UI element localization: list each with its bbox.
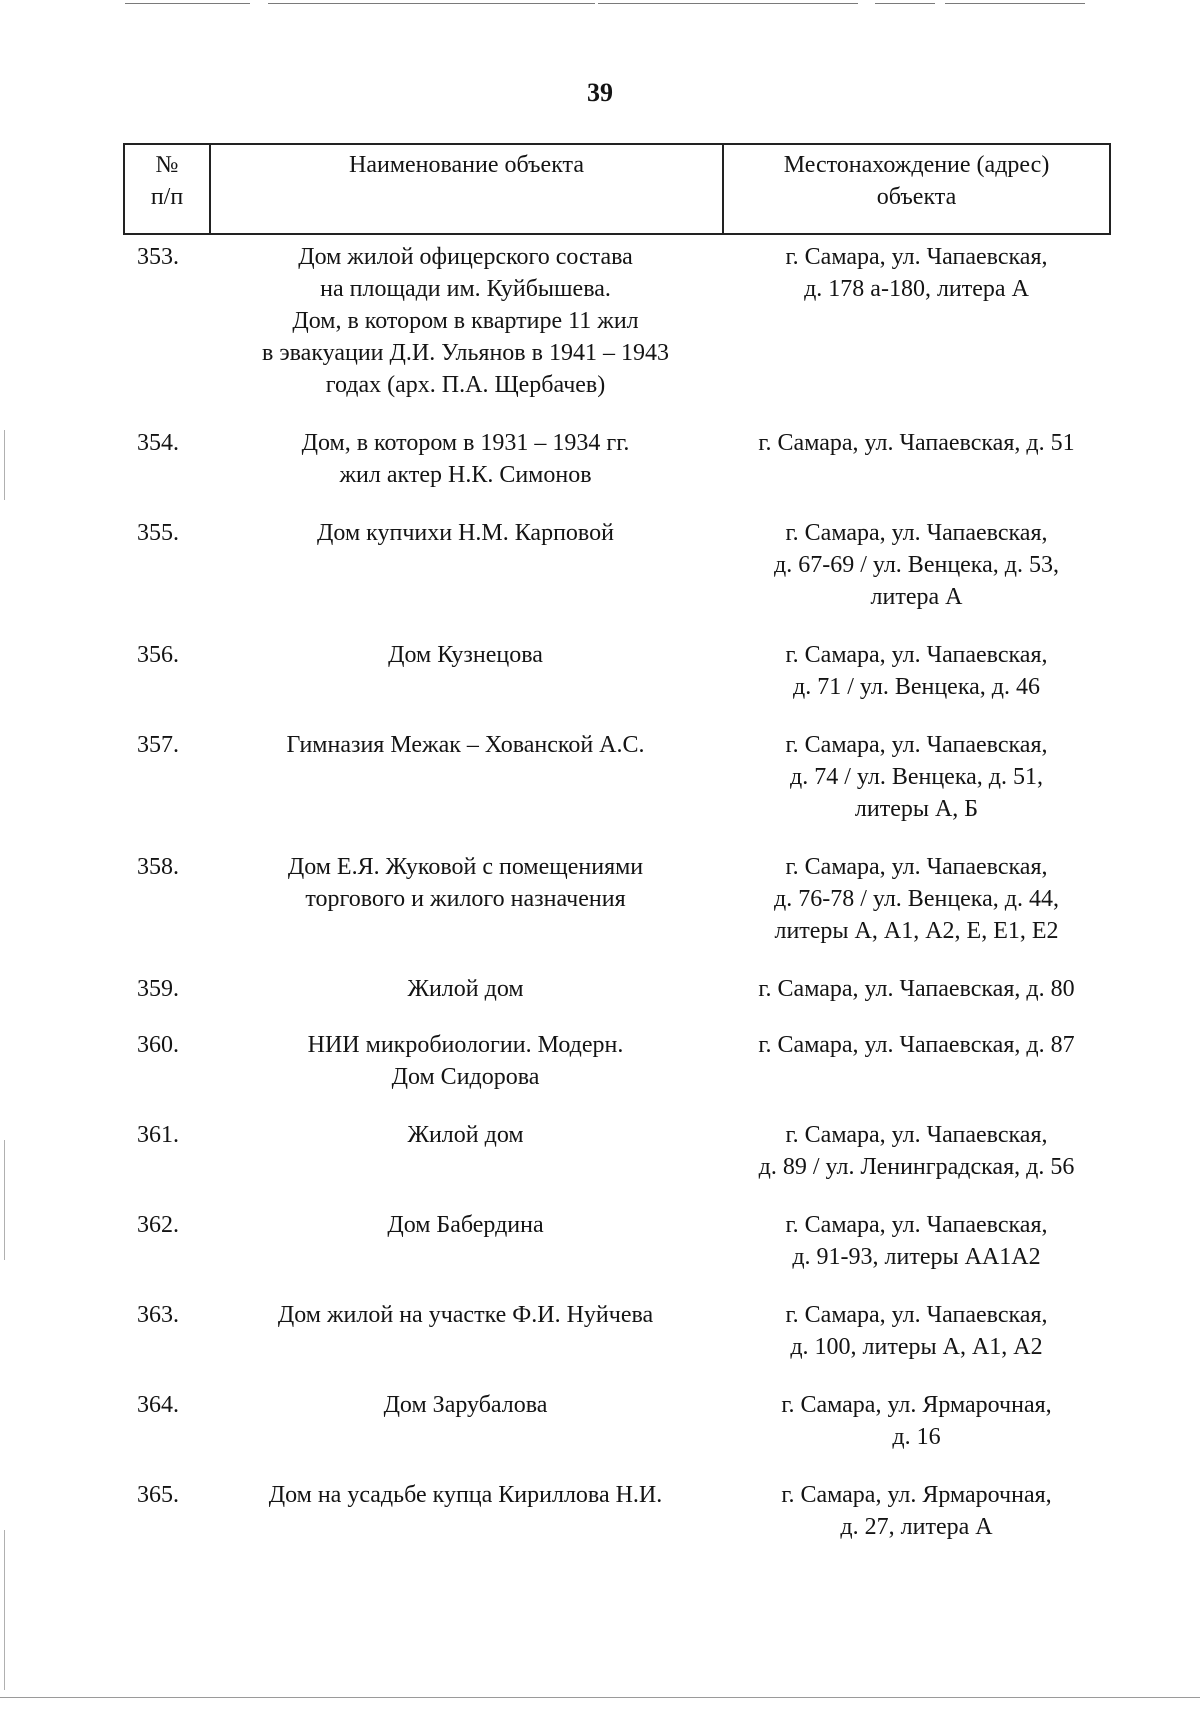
table-row (123, 517, 1111, 633)
object-name: Дом Кузнецова (388, 642, 543, 668)
row-number: 359. (137, 976, 179, 1002)
table-row (123, 1119, 1111, 1203)
object-address: г. Самара, ул. Ярмарочная, д. 16 (781, 1392, 1052, 1450)
object-name: Дом жилой на участке Ф.И. Нуйчева (277, 1302, 654, 1328)
table-body (123, 235, 1111, 1563)
row-number: 362. (137, 1212, 179, 1238)
object-name: Дом жилой офицерского состава на площади им. Куйбышева. Дом, в котором в квартире 11 жил в эвакуации Д.И. Ульянов в 1941 – 1943 годах (арх. П.А. Щербачев) (262, 244, 669, 398)
table-row (123, 639, 1111, 723)
row-number: 358. (137, 854, 179, 880)
scan-artifact-line (875, 3, 935, 4)
table-row (123, 241, 1111, 421)
row-number: 355. (137, 520, 179, 546)
object-address: г. Самара, ул. Чапаевская, д. 51 (758, 430, 1075, 456)
object-name: Дом Зарубалова (383, 1392, 548, 1418)
header-number: № п/п (125, 145, 211, 233)
scan-artifact-edge (4, 430, 5, 500)
scan-artifact-line (945, 3, 1085, 4)
table-row (123, 1299, 1111, 1383)
object-name: Дом Е.Я. Жуковой с помещениями торгового и жилого назначения (287, 854, 644, 912)
row-number: 364. (137, 1392, 179, 1418)
object-address: г. Самара, ул. Чапаевская, д. 178 а-180, литера А (785, 244, 1048, 302)
object-name: Дом на усадьбе купца Кириллова Н.И. (268, 1482, 663, 1508)
scan-artifact-line (598, 3, 858, 4)
row-number: 354. (137, 430, 179, 456)
table-row (123, 1479, 1111, 1563)
table-row (123, 1389, 1111, 1473)
table-row (123, 427, 1111, 511)
scan-artifact-line (268, 3, 595, 4)
page-number: 39 (587, 78, 613, 107)
object-name: Жилой дом (407, 976, 524, 1002)
object-address: г. Самара, ул. Чапаевская, д. 89 / ул. Ленинградская, д. 56 (758, 1122, 1075, 1180)
header-address: Местонахождение (адрес) объекта (783, 152, 1050, 210)
row-number: 363. (137, 1302, 179, 1328)
object-name: Дом, в котором в 1931 – 1934 гг. жил актер Н.К. Симонов (301, 430, 630, 488)
object-name: НИИ микробиологии. Модерн. Дом Сидорова (307, 1032, 624, 1090)
object-address: г. Самара, ул. Чапаевская, д. 91-93, литеры АА1А2 (785, 1212, 1048, 1270)
table-header (123, 143, 1111, 235)
scan-artifact-line (125, 3, 250, 4)
table-row (123, 1209, 1111, 1293)
scan-artifact-edge (4, 1530, 5, 1690)
table-row (123, 851, 1111, 967)
object-name: Дом купчихи Н.М. Карповой (317, 520, 614, 546)
row-number: 361. (137, 1122, 179, 1148)
row-number: 353. (137, 244, 179, 270)
object-name: Жилой дом (407, 1122, 524, 1148)
object-address: г. Самара, ул. Чапаевская, д. 67-69 / ул. Венцека, д. 53, литера А (774, 520, 1059, 610)
object-address: г. Самара, ул. Чапаевская, д. 80 (758, 976, 1075, 1002)
table-row (123, 973, 1111, 1023)
table-row (123, 1029, 1111, 1113)
header-object-name: Наименование объекта (211, 145, 724, 233)
row-number: 360. (137, 1032, 179, 1058)
object-address: г. Самара, ул. Чапаевская, д. 76-78 / ул. Венцека, д. 44, литеры А, А1, А2, Е, Е1, Е2 (774, 854, 1059, 944)
object-address: г. Самара, ул. Чапаевская, д. 87 (758, 1032, 1075, 1058)
object-address: г. Самара, ул. Чапаевская, д. 74 / ул. Венцека, д. 51, литеры А, Б (785, 732, 1048, 822)
object-address: г. Самара, ул. Ярмарочная, д. 27, литера А (781, 1482, 1052, 1540)
row-number: 356. (137, 642, 179, 668)
object-name: Дом Бабердина (387, 1212, 544, 1238)
table-row (123, 729, 1111, 845)
row-number: 357. (137, 732, 179, 758)
object-name: Гимназия Межак – Хованской А.С. (286, 732, 645, 758)
object-address: г. Самара, ул. Чапаевская, д. 100, литеры А, А1, А2 (785, 1302, 1048, 1360)
scan-artifact-edge (4, 1140, 5, 1260)
row-number: 365. (137, 1482, 179, 1508)
scan-artifact-line (0, 1697, 1200, 1698)
object-address: г. Самара, ул. Чапаевская, д. 71 / ул. Венцека, д. 46 (785, 642, 1048, 700)
